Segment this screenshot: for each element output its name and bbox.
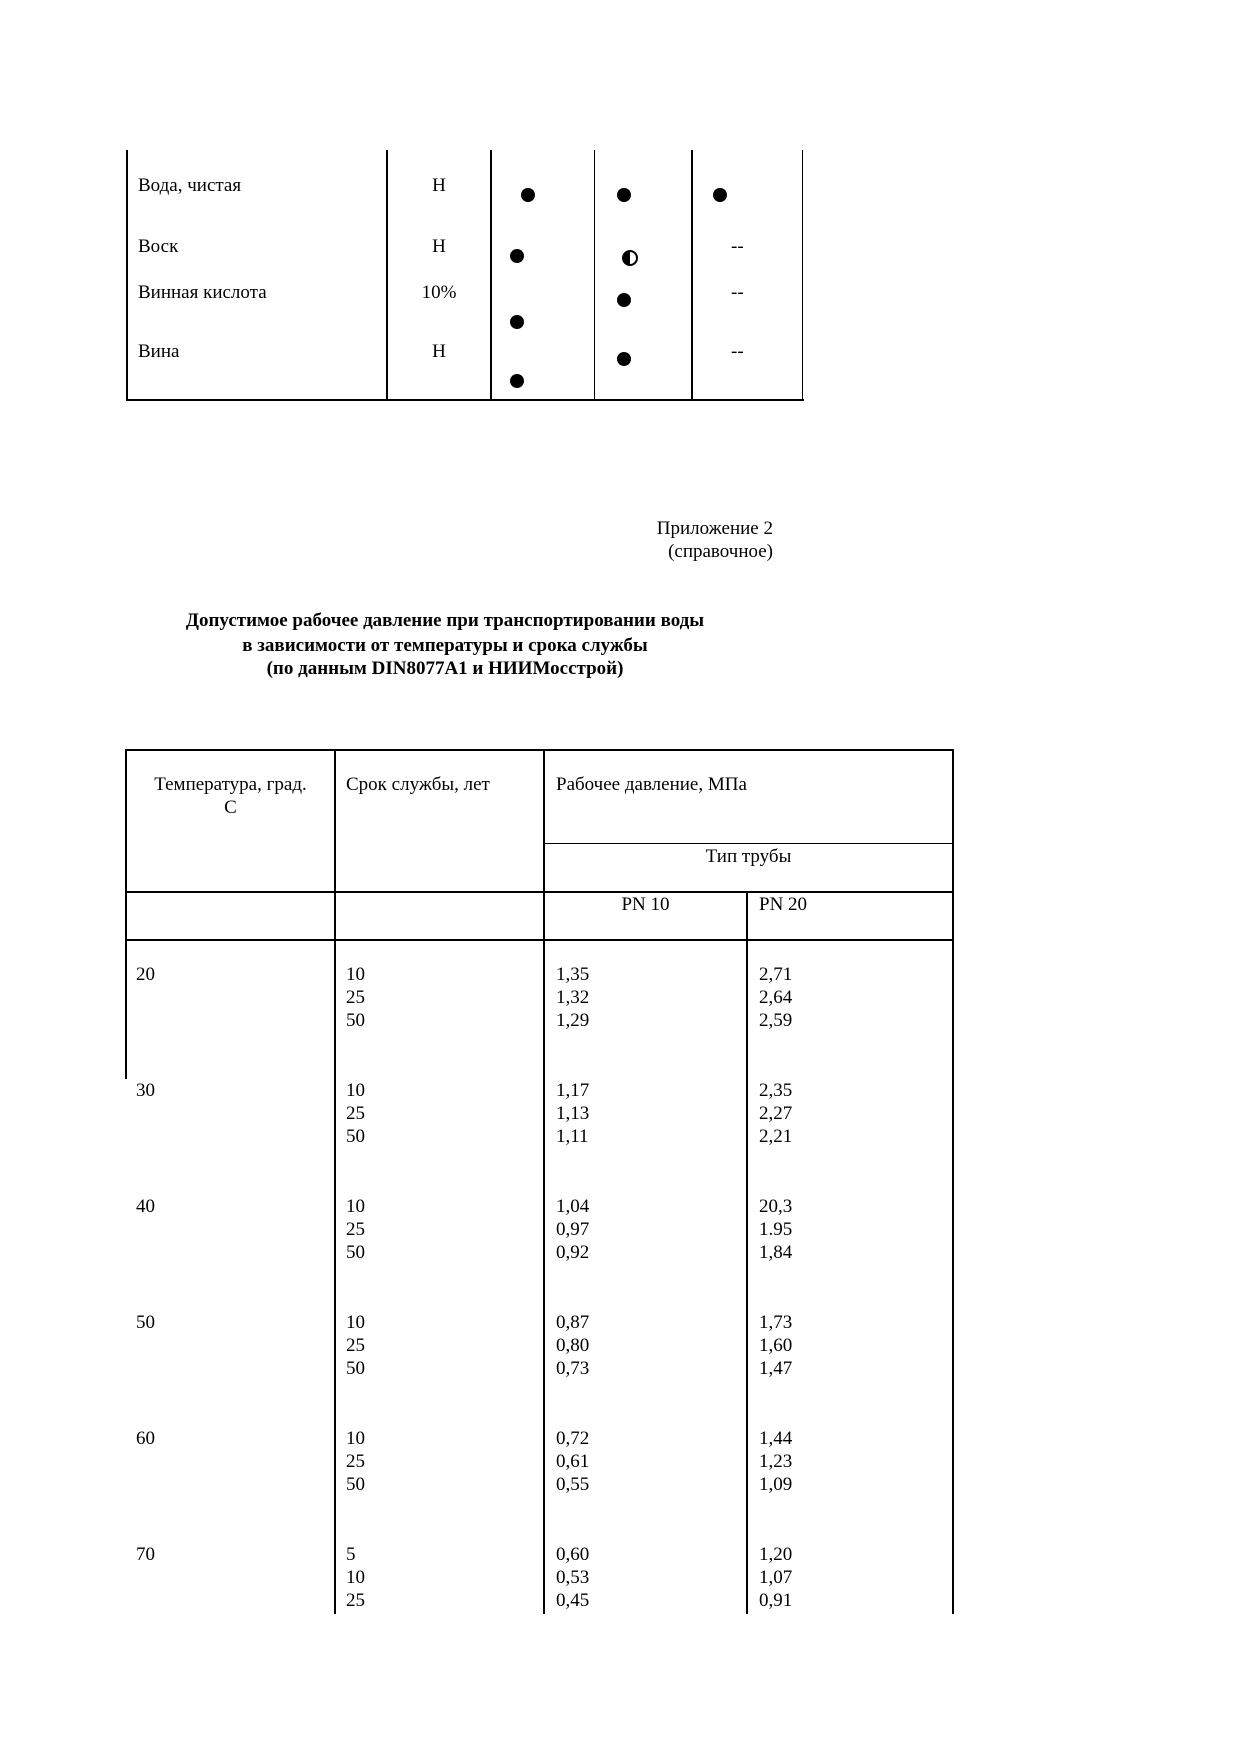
table-border bbox=[125, 939, 954, 941]
pn10-cell: 1,11 bbox=[556, 1126, 589, 1147]
substance-name: Воск bbox=[138, 236, 179, 257]
life-cell: 10 bbox=[346, 1080, 365, 1101]
concentration: Н bbox=[432, 175, 446, 196]
pn10-cell: 1,35 bbox=[556, 964, 590, 985]
pn10-cell: 0,92 bbox=[556, 1242, 590, 1263]
life-cell: 50 bbox=[346, 1358, 365, 1379]
table-border bbox=[125, 749, 954, 751]
pn20-cell: 0,91 bbox=[759, 1590, 793, 1611]
life-cell: 10 bbox=[346, 1196, 365, 1217]
table-border bbox=[543, 749, 545, 1614]
header-pressure: Рабочее давление, МПа bbox=[556, 774, 747, 795]
full-resistance-dot-icon bbox=[510, 374, 524, 388]
pn10-cell: 0,80 bbox=[556, 1335, 590, 1356]
pn10-cell: 0,55 bbox=[556, 1474, 590, 1495]
full-resistance-dot-icon bbox=[617, 352, 631, 366]
pn20-cell: 1,07 bbox=[759, 1567, 793, 1588]
life-cell: 50 bbox=[346, 1126, 365, 1147]
life-cell: 25 bbox=[346, 987, 365, 1008]
header-service-life: Срок службы, лет bbox=[346, 774, 490, 795]
pn10-cell: 0,53 bbox=[556, 1567, 590, 1588]
concentration: 10% bbox=[421, 282, 457, 303]
life-cell: 50 bbox=[346, 1474, 365, 1495]
temperature-cell: 20 bbox=[136, 964, 155, 985]
table-border bbox=[490, 150, 492, 401]
temperature-cell: 40 bbox=[136, 1196, 155, 1217]
pn20-cell: 2,21 bbox=[759, 1126, 793, 1147]
life-cell: 25 bbox=[346, 1103, 365, 1124]
life-cell: 25 bbox=[346, 1219, 365, 1240]
table-border bbox=[746, 891, 748, 1614]
pn20-cell: 1,47 bbox=[759, 1358, 793, 1379]
pn20-cell: 1,84 bbox=[759, 1242, 793, 1263]
life-cell: 25 bbox=[346, 1335, 365, 1356]
partial-resistance-half-dot-icon bbox=[622, 250, 638, 266]
pn20-cell: 1,73 bbox=[759, 1312, 793, 1333]
table-border bbox=[802, 150, 803, 401]
pn20-cell: 2,64 bbox=[759, 987, 793, 1008]
substance-name: Вода, чистая bbox=[138, 175, 242, 196]
pn10-cell: 0,97 bbox=[556, 1219, 590, 1240]
pn10-cell: 0,60 bbox=[556, 1544, 590, 1565]
substance-name: Вина bbox=[138, 341, 180, 362]
concentration: Н bbox=[432, 341, 446, 362]
pn20-cell: 2,35 bbox=[759, 1080, 793, 1101]
table-border bbox=[126, 399, 804, 401]
table-border bbox=[126, 150, 128, 401]
appendix-note: (справочное) bbox=[668, 541, 773, 562]
pn20-cell: 1,44 bbox=[759, 1428, 793, 1449]
pn10-cell: 1,17 bbox=[556, 1080, 590, 1101]
life-cell: 10 bbox=[346, 1312, 365, 1333]
pn10-cell: 1,32 bbox=[556, 987, 590, 1008]
pn20-cell: 1,20 bbox=[759, 1544, 793, 1565]
full-resistance-dot-icon bbox=[510, 249, 524, 263]
pn20-cell: 1,09 bbox=[759, 1474, 793, 1495]
substance-name: Винная кислота bbox=[138, 282, 267, 303]
table-border bbox=[952, 749, 954, 1614]
life-cell: 10 bbox=[346, 1428, 365, 1449]
pn10-cell: 0,45 bbox=[556, 1590, 590, 1611]
pn10-cell: 0,87 bbox=[556, 1312, 590, 1333]
page-title-line3: (по данным DIN8077A1 и НИИМосстрой) bbox=[266, 658, 624, 679]
pn10-cell: 0,61 bbox=[556, 1451, 590, 1472]
not-applicable-dash: -- bbox=[731, 282, 744, 303]
full-resistance-dot-icon bbox=[617, 293, 631, 307]
appendix-label: Приложение 2 bbox=[656, 518, 773, 539]
life-cell: 25 bbox=[346, 1590, 365, 1611]
life-cell: 5 bbox=[346, 1544, 356, 1565]
header-pn20: PN 20 bbox=[759, 894, 808, 915]
table-border bbox=[334, 749, 336, 1614]
header-temperature: Температура, град. bbox=[154, 774, 307, 795]
not-applicable-dash: -- bbox=[731, 341, 744, 362]
page-title-line2: в зависимости от температуры и срока службы bbox=[242, 635, 648, 656]
pn20-cell: 1,23 bbox=[759, 1451, 793, 1472]
full-resistance-dot-icon bbox=[713, 188, 727, 202]
pn20-cell: 2,27 bbox=[759, 1103, 793, 1124]
table-border bbox=[691, 150, 693, 401]
temperature-cell: 30 bbox=[136, 1080, 155, 1101]
life-cell: 50 bbox=[346, 1010, 365, 1031]
pn20-cell: 2,59 bbox=[759, 1010, 793, 1031]
pn10-cell: 0,73 bbox=[556, 1358, 590, 1379]
not-applicable-dash: -- bbox=[731, 236, 744, 257]
header-temperature-unit: С bbox=[224, 797, 237, 818]
header-pn10: PN 10 bbox=[621, 894, 670, 915]
full-resistance-dot-icon bbox=[521, 188, 535, 202]
table-border bbox=[125, 891, 954, 893]
pn10-cell: 0,72 bbox=[556, 1428, 590, 1449]
life-cell: 50 bbox=[346, 1242, 365, 1263]
temperature-cell: 50 bbox=[136, 1312, 155, 1333]
header-pipe-type: Тип трубы bbox=[705, 846, 792, 867]
full-resistance-dot-icon bbox=[510, 315, 524, 329]
life-cell: 10 bbox=[346, 1567, 365, 1588]
full-resistance-dot-icon bbox=[617, 188, 631, 202]
concentration: Н bbox=[432, 236, 446, 257]
table-border bbox=[594, 150, 595, 401]
pn20-cell: 2,71 bbox=[759, 964, 793, 985]
life-cell: 25 bbox=[346, 1451, 365, 1472]
temperature-cell: 60 bbox=[136, 1428, 155, 1449]
pn20-cell: 20,3 bbox=[759, 1196, 793, 1217]
temperature-cell: 70 bbox=[136, 1544, 155, 1565]
table-border bbox=[543, 843, 954, 844]
pn20-cell: 1,60 bbox=[759, 1335, 793, 1356]
pn10-cell: 1,13 bbox=[556, 1103, 590, 1124]
pn20-cell: 1.95 bbox=[759, 1219, 793, 1240]
pn10-cell: 1,04 bbox=[556, 1196, 590, 1217]
life-cell: 10 bbox=[346, 964, 365, 985]
page-title: Допустимое рабочее давление при транспортировании воды bbox=[185, 610, 705, 631]
pn10-cell: 1,29 bbox=[556, 1010, 590, 1031]
